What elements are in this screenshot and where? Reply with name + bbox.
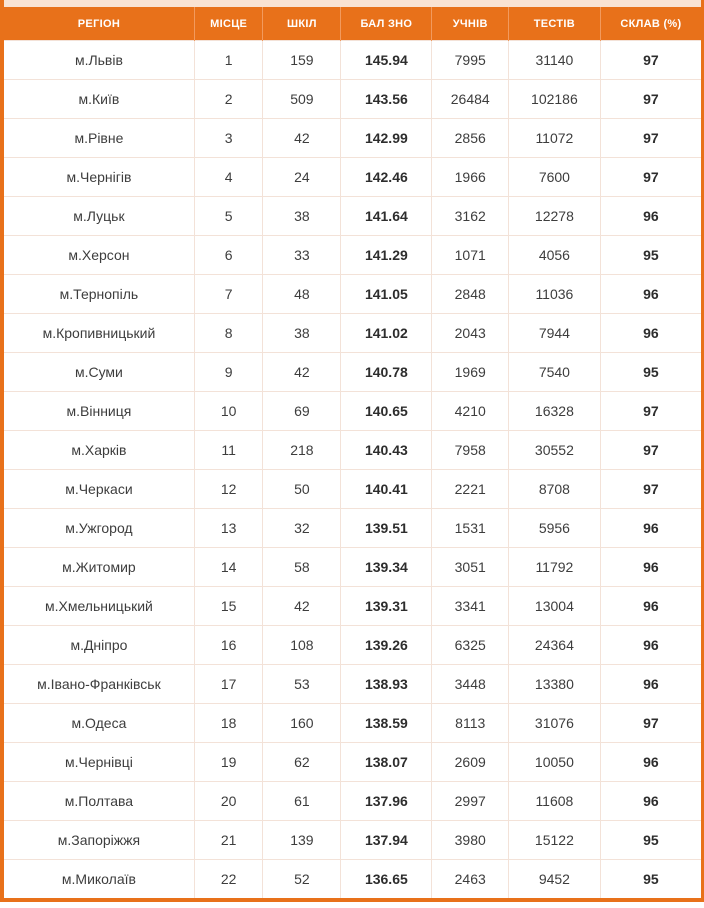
cell-tests: 13380 [508,665,600,704]
cell-tests: 13004 [508,587,600,626]
cell-schools: 38 [263,314,341,353]
cell-place: 13 [194,509,263,548]
cell-place: 8 [194,314,263,353]
cell-region: м.Луцьк [4,197,194,236]
cell-region: м.Вінниця [4,392,194,431]
cell-zno-score: 139.51 [341,509,432,548]
cell-schools: 33 [263,236,341,275]
cell-place: 10 [194,392,263,431]
cell-passed-pct: 95 [600,236,701,275]
cell-students: 2848 [432,275,509,314]
cell-place: 22 [194,860,263,899]
cell-zno-score: 141.05 [341,275,432,314]
cell-schools: 42 [263,587,341,626]
cell-schools: 48 [263,275,341,314]
cell-schools: 108 [263,626,341,665]
cell-tests: 24364 [508,626,600,665]
table-row [4,860,701,899]
column-header-passed-pct: СКЛАВ (%) [600,7,701,41]
table-row [4,626,701,665]
cell-place: 9 [194,353,263,392]
table-row [4,509,701,548]
cell-passed-pct: 97 [600,470,701,509]
cell-schools: 62 [263,743,341,782]
cell-passed-pct: 97 [600,80,701,119]
cell-passed-pct: 97 [600,41,701,80]
table-row [4,431,701,470]
cell-students: 3341 [432,587,509,626]
table-row [4,119,701,158]
cell-place: 6 [194,236,263,275]
cell-place: 21 [194,821,263,860]
cell-students: 8113 [432,704,509,743]
cell-region: м.Хмельницький [4,587,194,626]
cell-students: 6325 [432,626,509,665]
table-row [4,704,701,743]
table-row [4,158,701,197]
page-background-strip [4,0,701,7]
cell-passed-pct: 96 [600,548,701,587]
cell-schools: 159 [263,41,341,80]
cell-schools: 69 [263,392,341,431]
cell-passed-pct: 97 [600,119,701,158]
cell-students: 3448 [432,665,509,704]
cell-zno-score: 139.26 [341,626,432,665]
cell-passed-pct: 96 [600,743,701,782]
cell-place: 20 [194,782,263,821]
cell-students: 2856 [432,119,509,158]
cell-place: 15 [194,587,263,626]
cell-schools: 58 [263,548,341,587]
cell-place: 12 [194,470,263,509]
cell-zno-score: 139.31 [341,587,432,626]
table-header [4,7,701,41]
cell-region: м.Чернівці [4,743,194,782]
column-header-place: МІСЦЕ [194,7,263,41]
cell-students: 26484 [432,80,509,119]
cell-students: 2463 [432,860,509,899]
cell-passed-pct: 97 [600,392,701,431]
table-row [4,41,701,80]
cell-zno-score: 141.02 [341,314,432,353]
cell-tests: 31140 [508,41,600,80]
cell-region: м.Рівне [4,119,194,158]
cell-students: 3162 [432,197,509,236]
cell-schools: 42 [263,353,341,392]
column-header-tests: ТЕСТІВ [508,7,600,41]
table-row [4,782,701,821]
table-row [4,743,701,782]
table-row [4,821,701,860]
cell-place: 1 [194,41,263,80]
cell-students: 1531 [432,509,509,548]
cell-zno-score: 138.93 [341,665,432,704]
table-row [4,275,701,314]
cell-tests: 4056 [508,236,600,275]
cell-place: 7 [194,275,263,314]
cell-zno-score: 145.94 [341,41,432,80]
cell-region: м.Івано-Франківськ [4,665,194,704]
cell-tests: 12278 [508,197,600,236]
table-row [4,353,701,392]
cell-region: м.Чернігів [4,158,194,197]
cell-passed-pct: 97 [600,158,701,197]
cell-students: 1966 [432,158,509,197]
cell-students: 2221 [432,470,509,509]
cell-tests: 11608 [508,782,600,821]
cell-zno-score: 142.99 [341,119,432,158]
cell-tests: 9452 [508,860,600,899]
cell-region: м.Київ [4,80,194,119]
regions-table [4,7,701,898]
cell-tests: 31076 [508,704,600,743]
cell-place: 5 [194,197,263,236]
cell-tests: 11036 [508,275,600,314]
cell-passed-pct: 95 [600,821,701,860]
cell-region: м.Полтава [4,782,194,821]
cell-region: м.Миколаїв [4,860,194,899]
table-header-row [4,7,701,41]
cell-students: 2043 [432,314,509,353]
cell-tests: 7540 [508,353,600,392]
cell-passed-pct: 96 [600,509,701,548]
table-row [4,470,701,509]
cell-passed-pct: 96 [600,626,701,665]
cell-students: 2609 [432,743,509,782]
cell-zno-score: 136.65 [341,860,432,899]
cell-zno-score: 142.46 [341,158,432,197]
cell-students: 7995 [432,41,509,80]
cell-region: м.Житомир [4,548,194,587]
column-header-zno-score: БАЛ ЗНО [341,7,432,41]
cell-tests: 8708 [508,470,600,509]
cell-schools: 139 [263,821,341,860]
cell-passed-pct: 96 [600,275,701,314]
cell-zno-score: 138.59 [341,704,432,743]
cell-tests: 11792 [508,548,600,587]
cell-place: 18 [194,704,263,743]
cell-zno-score: 140.65 [341,392,432,431]
cell-schools: 32 [263,509,341,548]
cell-students: 2997 [432,782,509,821]
cell-tests: 102186 [508,80,600,119]
column-header-region: РЕГІОН [4,7,194,41]
cell-zno-score: 143.56 [341,80,432,119]
cell-schools: 52 [263,860,341,899]
cell-schools: 50 [263,470,341,509]
cell-place: 2 [194,80,263,119]
table-row [4,392,701,431]
cell-schools: 509 [263,80,341,119]
table-row [4,548,701,587]
cell-passed-pct: 96 [600,314,701,353]
cell-place: 14 [194,548,263,587]
cell-zno-score: 140.41 [341,470,432,509]
cell-passed-pct: 96 [600,587,701,626]
cell-region: м.Дніпро [4,626,194,665]
cell-passed-pct: 96 [600,665,701,704]
cell-region: м.Суми [4,353,194,392]
cell-zno-score: 137.96 [341,782,432,821]
cell-students: 1071 [432,236,509,275]
cell-passed-pct: 95 [600,353,701,392]
cell-region: м.Ужгород [4,509,194,548]
cell-region: м.Херсон [4,236,194,275]
cell-tests: 16328 [508,392,600,431]
cell-region: м.Запоріжжя [4,821,194,860]
cell-passed-pct: 95 [600,860,701,899]
table-row [4,80,701,119]
column-header-students: УЧНІВ [432,7,509,41]
cell-tests: 7944 [508,314,600,353]
cell-region: м.Харків [4,431,194,470]
cell-tests: 30552 [508,431,600,470]
cell-place: 17 [194,665,263,704]
cell-schools: 53 [263,665,341,704]
cell-zno-score: 137.94 [341,821,432,860]
table-row [4,587,701,626]
cell-schools: 42 [263,119,341,158]
cell-students: 3980 [432,821,509,860]
cell-place: 4 [194,158,263,197]
cell-zno-score: 140.78 [341,353,432,392]
table-row [4,665,701,704]
cell-tests: 10050 [508,743,600,782]
cell-zno-score: 140.43 [341,431,432,470]
table-body [4,41,701,899]
cell-region: м.Кропивницький [4,314,194,353]
cell-students: 1969 [432,353,509,392]
table-row [4,197,701,236]
column-header-schools: ШКІЛ [263,7,341,41]
cell-place: 11 [194,431,263,470]
cell-schools: 61 [263,782,341,821]
cell-tests: 5956 [508,509,600,548]
cell-zno-score: 141.64 [341,197,432,236]
cell-students: 4210 [432,392,509,431]
cell-place: 3 [194,119,263,158]
cell-region: м.Тернопіль [4,275,194,314]
cell-tests: 7600 [508,158,600,197]
cell-region: м.Черкаси [4,470,194,509]
cell-tests: 11072 [508,119,600,158]
cell-region: м.Одеса [4,704,194,743]
cell-passed-pct: 96 [600,197,701,236]
cell-students: 3051 [432,548,509,587]
cell-zno-score: 139.34 [341,548,432,587]
table-row [4,314,701,353]
cell-schools: 24 [263,158,341,197]
cell-place: 19 [194,743,263,782]
cell-passed-pct: 96 [600,782,701,821]
table-row [4,236,701,275]
cell-tests: 15122 [508,821,600,860]
cell-zno-score: 141.29 [341,236,432,275]
cell-students: 7958 [432,431,509,470]
cell-place: 16 [194,626,263,665]
cell-schools: 38 [263,197,341,236]
cell-zno-score: 138.07 [341,743,432,782]
cell-schools: 218 [263,431,341,470]
cell-schools: 160 [263,704,341,743]
cell-passed-pct: 97 [600,704,701,743]
cell-region: м.Львів [4,41,194,80]
cell-passed-pct: 97 [600,431,701,470]
